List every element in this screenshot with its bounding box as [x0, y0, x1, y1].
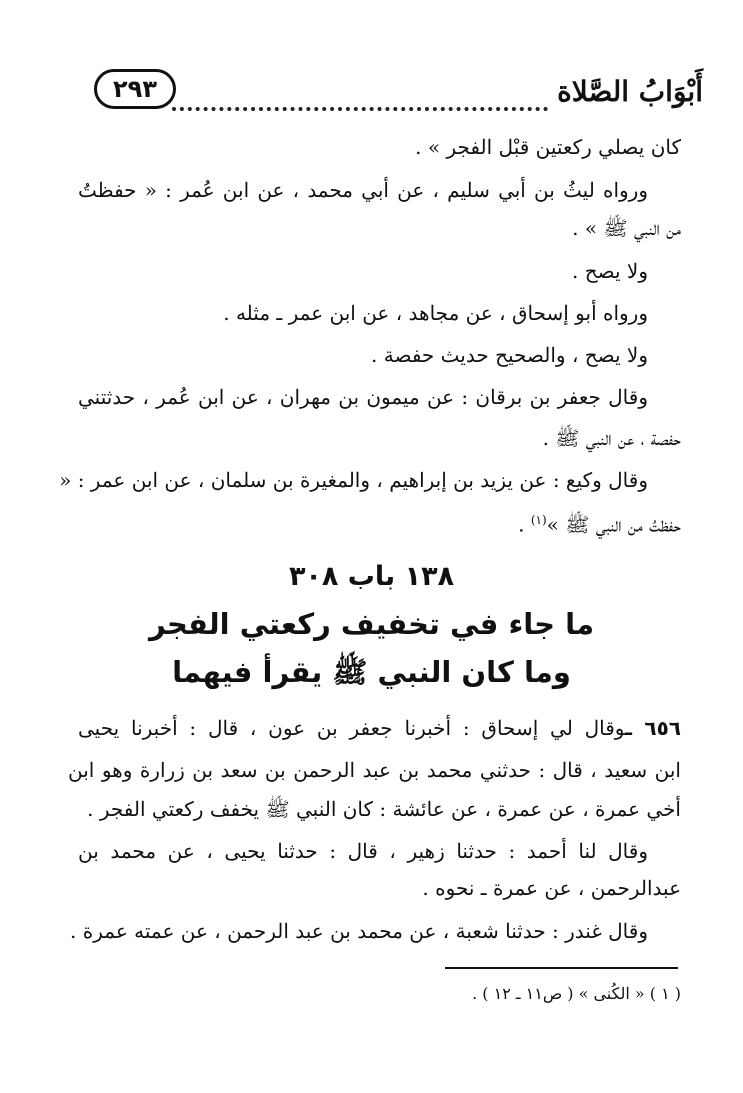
running-header-title: أَبْوَابُ الصَّلاة: [557, 75, 703, 108]
text-line: وقال لنا أحمد : حدثنا زهير ، قال : حدثنا يحيى ، عن محمد بن: [78, 839, 648, 863]
text-line: ورواه أبو إسحاق ، عن مجاهد ، عن ابن عمر ـ مثله .: [223, 301, 648, 325]
text-segment: .: [518, 512, 531, 537]
text-line: وقال جعفر بن برقان : عن ميمون بن مهران ، عن ابن عُمر ، حدثتني: [78, 385, 648, 409]
chapter-number: ١٣٨ باب ٣٠٨: [288, 561, 455, 592]
text-line: من النبي ﷺ » .: [572, 216, 681, 240]
page-number-badge: ٢٩٣: [94, 69, 176, 109]
text-line: ولا يصح .: [572, 259, 648, 283]
text-line: حفصة ، عن النبي ﷺ .: [542, 426, 681, 450]
hadith-first-line: [78, 713, 681, 743]
text-segment: حفظتُ من النبي ﷺ »: [546, 512, 681, 537]
chapter-title-line-1: ما جاء في تخفيف ركعتي الفجر: [148, 607, 595, 641]
text-line: ابن سعيد ، قال : حدثني محمد بن عبد الرحمن بن سعد بن زرارة وهو ابن: [68, 758, 681, 782]
text-line: أخي عمرة ، عن عمرة ، عن عائشة : كان النبي ﷺ يخفف ركعتي الفجر .: [87, 797, 681, 821]
footnote-text: ( ١ ) « الكُنى » ( ص١١ ـ ١٢ ) .: [472, 984, 681, 1003]
header-dotted-rule: [172, 107, 548, 111]
footnote-marker: (١): [530, 513, 547, 527]
hadith-number: ٦٥٦: [644, 716, 681, 740]
text-line: ولا يصح ، والصحيح حديث حفصة .: [371, 343, 648, 367]
chapter-title-line-2: وما كان النبي ﷺ يقرأ فيهما: [172, 655, 571, 689]
text-segment: وقال لي إسحاق : أخبرنا جعفر بن عون ، قال : أخبرنا يحيى: [78, 716, 626, 740]
text-line: وقال غندر : حدثنا شعبة ، عن محمد بن عبد الرحمن ، عن عمته عمرة .: [70, 919, 648, 943]
text-line: كان يصلي ركعتين قبْل الفجر » .: [415, 135, 681, 159]
text-line-with-footnote: [518, 505, 681, 540]
footnote-rule: [445, 967, 678, 969]
text-line: وقال وكيع : عن يزيد بن إبراهيم ، والمغيرة بن سلمان ، عن ابن عمر : «: [59, 468, 648, 492]
text-line: ورواه ليثُ بن أبي سليم ، عن أبي محمد ، عن ابن عُمر : « حفظتُ: [78, 178, 648, 202]
hadith-dash: ـ: [625, 716, 645, 740]
text-line: عبدالرحمن ، عن عمرة ـ نحوه .: [422, 876, 681, 900]
